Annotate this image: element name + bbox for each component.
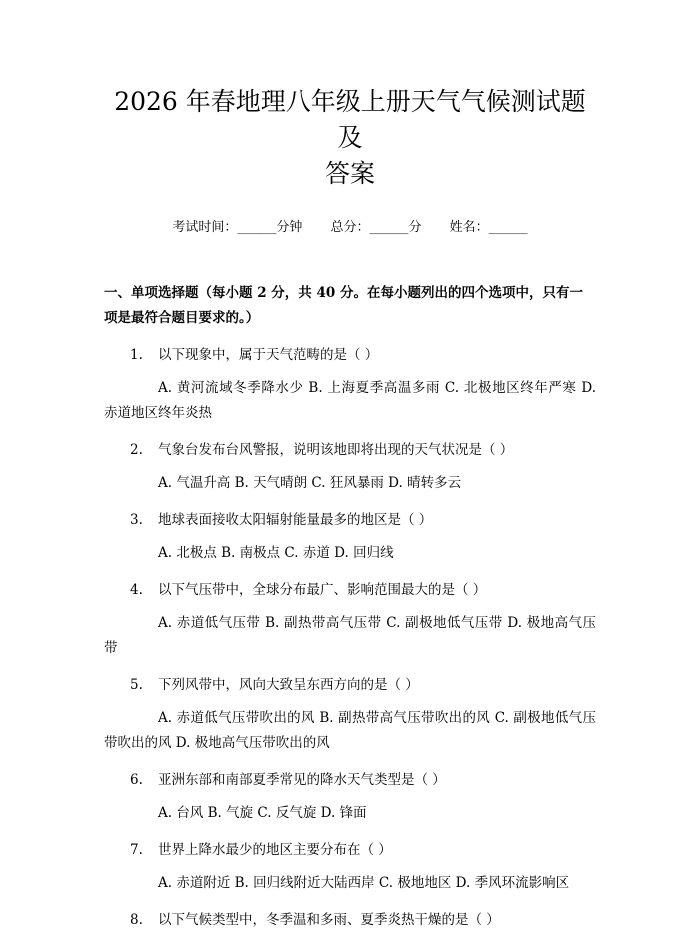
question-stem bbox=[104, 908, 596, 933]
exam-time-label: 考试时间： bbox=[172, 220, 238, 235]
student-name-label: 姓名： bbox=[449, 220, 489, 235]
question-text: 以下气压带中，全球分布最广、影响范围最大的是（ ） bbox=[158, 582, 487, 598]
question-number: 7. bbox=[130, 842, 143, 858]
document-title bbox=[104, 84, 596, 192]
question-stem bbox=[104, 438, 596, 463]
question-7 bbox=[104, 838, 596, 896]
exam-info bbox=[104, 218, 596, 238]
question-text: 世界上降水最少的地区主要分布在（ ） bbox=[158, 842, 392, 858]
question-options: A. 北极点 B. 南极点 C. 赤道 D. 回归线 bbox=[158, 545, 394, 561]
question-stem bbox=[104, 578, 596, 603]
question-options: A. 台风 B. 气旋 C. 反气旋 D. 锋面 bbox=[158, 805, 367, 821]
question-options: A. 气温升高 B. 天气晴朗 C. 狂风暴雨 D. 晴转多云 bbox=[158, 475, 462, 491]
question-text: 下列风带中，风向大致呈东西方向的是（ ） bbox=[158, 677, 419, 693]
question-text: 以下气候类型中，冬季温和多雨、夏季炎热干燥的是（ ） bbox=[158, 912, 500, 928]
question-stem bbox=[104, 508, 596, 533]
exam-time-blank: ______ bbox=[237, 220, 277, 235]
question-options: A. 赤道附近 B. 回归线附近大陆西岸 C. 极地地区 D. 季风环流影响区 bbox=[158, 875, 570, 891]
question-number: 5. bbox=[130, 677, 143, 693]
total-score-blank: ______ bbox=[369, 220, 409, 235]
total-score-label: 总分： bbox=[330, 220, 370, 235]
question-stem bbox=[104, 768, 596, 793]
question-number: 4. bbox=[130, 582, 143, 598]
question-options: A. 赤道低气压带吹出的风 B. 副热带高气压带吹出的风 C. 副极地低气压带吹出的风 D. 极地高气压带吹出的风 bbox=[104, 710, 596, 751]
section-1-heading: 一、单项选择题（每小题 2 分，共 40 分。在每小题列出的四个选项中，只有一项是最符合题目要求的。） bbox=[104, 285, 583, 326]
question-text: 以下现象中，属于天气范畴的是（ ） bbox=[158, 347, 379, 363]
question-stem bbox=[104, 673, 596, 698]
question-2 bbox=[104, 438, 596, 496]
question-number: 3. bbox=[130, 512, 143, 528]
exam-time-unit: 分钟 bbox=[276, 220, 303, 235]
question-options: A. 黄河流域冬季降水少 B. 上海夏季高温多雨 C. 北极地区终年严寒 D. 赤道地区终年炎热 bbox=[104, 380, 596, 421]
question-stem bbox=[104, 343, 596, 368]
title-line-2: 答案 bbox=[324, 159, 375, 188]
total-score-field bbox=[330, 220, 421, 235]
question-number: 2. bbox=[130, 442, 143, 458]
question-8 bbox=[104, 908, 596, 933]
question-stem bbox=[104, 838, 596, 863]
exam-time-field bbox=[172, 220, 302, 235]
student-name-field bbox=[450, 220, 528, 235]
student-name-blank: ______ bbox=[488, 220, 528, 235]
question-list bbox=[104, 343, 596, 933]
question-4 bbox=[104, 578, 596, 661]
question-6 bbox=[104, 768, 596, 826]
question-text: 气象台发布台风警报，说明该地即将出现的天气状况是（ ） bbox=[158, 442, 514, 458]
title-line-1: 2026 年春地理八年级上册天气气候测试题及 bbox=[114, 87, 586, 152]
question-3 bbox=[104, 508, 596, 566]
total-score-unit: 分 bbox=[408, 220, 422, 235]
question-1 bbox=[104, 343, 596, 426]
question-number: 6. bbox=[130, 772, 143, 788]
question-number: 8. bbox=[130, 912, 143, 928]
question-5 bbox=[104, 673, 596, 756]
question-text: 亚洲东部和南部夏季常见的降水天气类型是（ ） bbox=[158, 772, 446, 788]
question-options: A. 赤道低气压带 B. 副热带高气压带 C. 副极地低气压带 D. 极地高气压带 bbox=[104, 615, 596, 656]
question-text: 地球表面接收太阳辐射能量最多的地区是（ ） bbox=[158, 512, 433, 528]
question-number: 1. bbox=[130, 347, 143, 363]
